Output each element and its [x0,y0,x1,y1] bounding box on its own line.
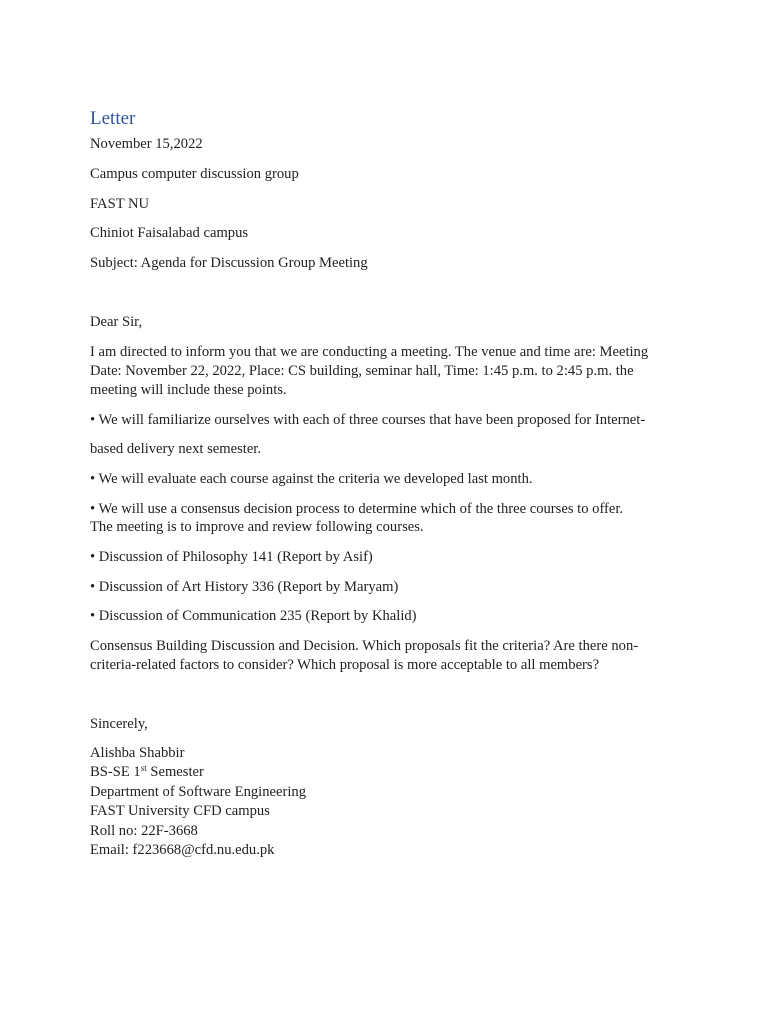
subject-line: Subject: Agenda for Discussion Group Meeting [90,255,368,271]
signature-email: Email: f223668@cfd.nu.edu.pk [90,842,275,858]
point-1-line-1: • We will familiarize ourselves with each of three courses that have been proposed for Internet- [90,412,646,428]
course-item-1: • Discussion of Philosophy 141 (Report by Asif) [90,549,373,565]
salutation: Dear Sir, [90,314,143,330]
consensus-paragraph: Consensus Building Discussion and Decision. Which proposals fit the criteria? Are there non-criteria-related factors to consider? Which proposal is more acceptable to all members? [90,638,639,673]
recipient-line-1: Campus computer discussion group [90,166,299,182]
document-title: Letter [90,108,136,129]
closing: Sincerely, [90,716,148,732]
point-1-line-2: based delivery next semester. [90,441,262,457]
program-superscript: st [140,763,147,773]
meeting-purpose: The meeting is to improve and review following courses. [90,519,424,535]
point-2: • We will evaluate each course against the criteria we developed last month. [90,471,533,487]
signature-department: Department of Software Engineering [90,784,306,800]
point-3: • We will use a consensus decision process to determine which of the three courses to offer. [90,501,624,517]
recipient-line-2: FAST NU [90,196,150,212]
recipient-line-3: Chiniot Faisalabad campus [90,225,249,241]
letter-date: November 15,2022 [90,136,203,152]
signature-name: Alishba Shabbir [90,745,185,761]
signature-university: FAST University CFD campus [90,803,270,819]
course-item-2: • Discussion of Art History 336 (Report by Maryam) [90,579,399,595]
signature-roll: Roll no: 22F-3668 [90,823,198,839]
signature-program [90,763,204,782]
program-prefix: BS-SE 1 [90,764,141,780]
course-item-3: • Discussion of Communication 235 (Report by Khalid) [90,608,417,624]
intro-paragraph: I am directed to inform you that we are conducting a meeting. The venue and time are: Meeting Date: November 22, 2022, Place: CS building, seminar hall, Time: 1:45 p.m. to 2:45 p.m. the meeting will include these points. [90,344,649,398]
program-suffix: Semester [146,764,204,780]
